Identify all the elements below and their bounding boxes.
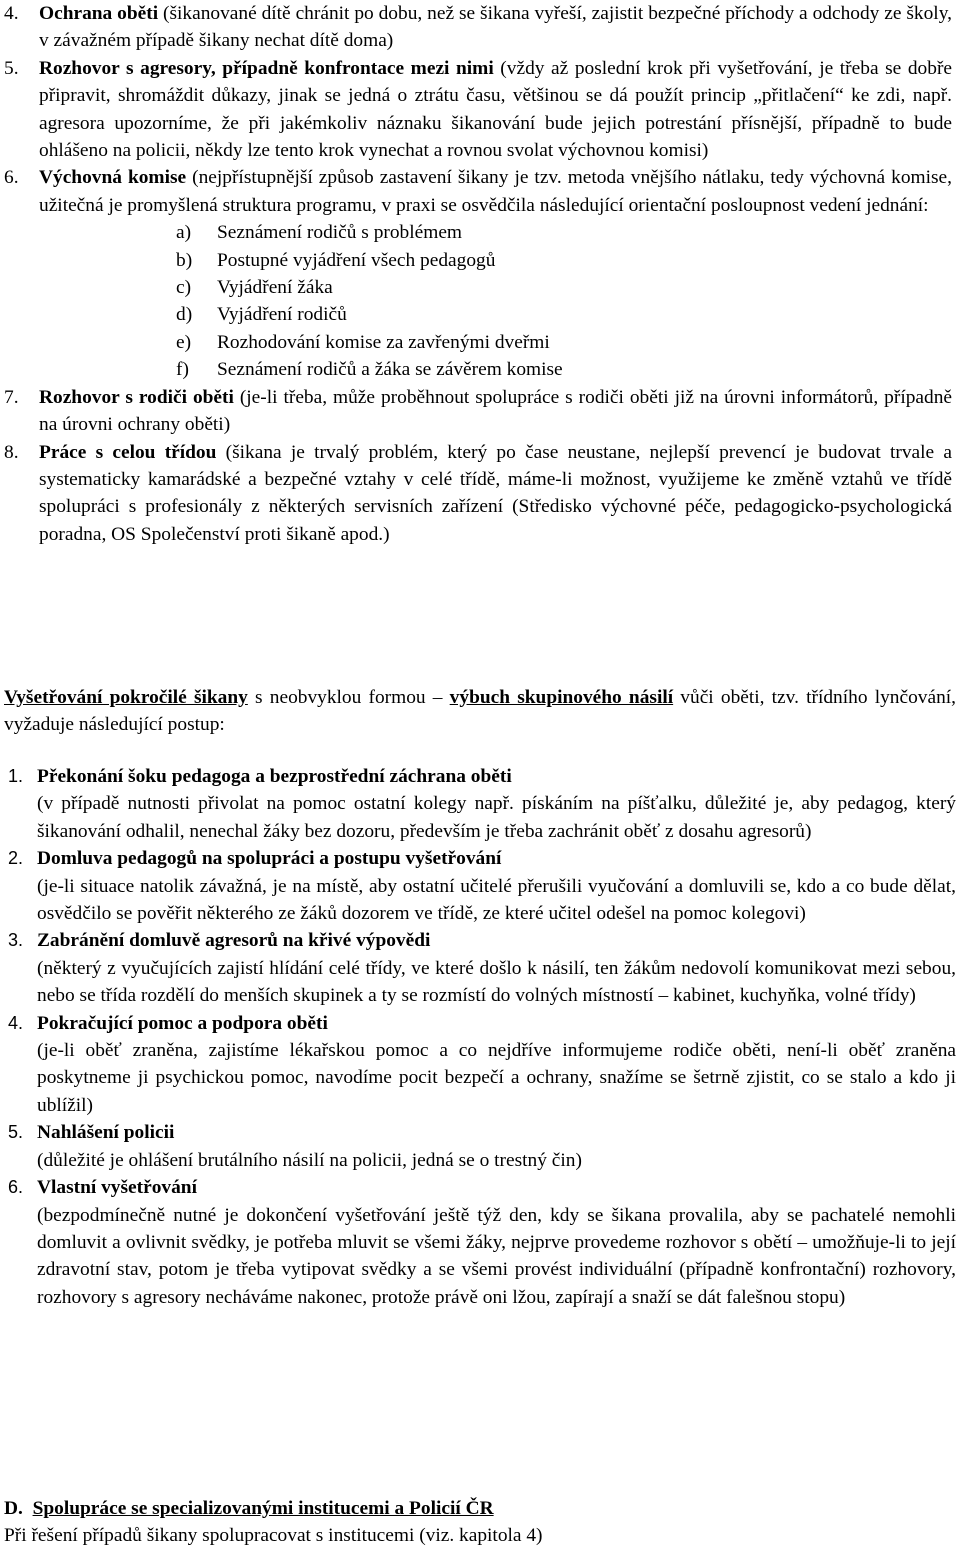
list-item	[4, 1174, 956, 1311]
step-title: Pokračující pomoc a podpora oběti	[37, 1012, 328, 1034]
step-label: c)	[176, 277, 192, 299]
step-number: 3.	[8, 930, 24, 951]
komise-step	[0, 247, 956, 274]
section-d-letter: D.	[4, 1498, 23, 1519]
item-text: (je-li třeba, může proběhnout spolupráce s rodiči oběti již na úrovni informátorů, případně na úrovni ochrany oběti)	[39, 386, 952, 436]
step-title: Zabránění domluvě agresorů na křivé výpovědi	[37, 930, 431, 952]
step-number: 1.	[8, 766, 24, 786]
step-desc: (některý z vyučujících zajistí hlídání celé třídy, ve které došlo k násilí, ten žákům nedovolí komunikovat mezi sebou, nebo se třída rozdělí do menších skupinek a ty se rozmístí do volných místností – kabinet, kuchyňka, volné třídy)	[37, 957, 956, 1007]
advanced-tail: vůči oběti, tzv. třídního lynčování, vyžaduje následující postup:	[4, 687, 957, 736]
item-text: (vždy až poslední krok při vyšetřování, je třeba se dobře připravit, shromáždit důkazy, jinak se jedná o ztrátu času, většinou se dá použít princip „přitlačení“ ke zdi, např. agresora upozorníme, že při jakémkoliv náznaku šikanování bude jejich potrestání přísnější, případně to bude ohlášeno na policii, někdy lze tento krok vynechat a rovnou svolat výchovnou komisi)	[39, 57, 953, 162]
step-desc: (v případě nutnosti přivolat na pomoc ostatní kolegy např. pískáním na píšťalku, důležité je, aby pedagog, který šikanování odhalil, nenechal žáky bez dozoru, především je třeba zachránit oběť z dosahu agresorů)	[37, 793, 956, 842]
step-desc: (je-li situace natolik závažná, je na místě, aby ostatní učitelé přerušili vyučování a domluvili se, kdo a co bude dělat, osvědčilo se pověřit některého ze žáků dozorem ve třídě, ze které učitel odešel na pomoc kolegovi)	[37, 875, 956, 925]
list-item	[4, 1119, 956, 1174]
step-label: d)	[176, 304, 193, 326]
step-text: Vyjádření žáka	[217, 277, 333, 299]
item-number: 4.	[4, 3, 19, 24]
step-desc: (bezpodmínečně nutné je dokončení vyšetřování ještě týž den, kdy se šikana provalila, aby se pachatelé nemohli domluvit a ovlivnit svědky, je potřeba mluvit se všemi žáky, nejprve provedeme rozhovor s obětí – umožňuje-li to její zdravotní stav, potom je třeba vytipovat svědky a se všemi provést individuální (případně konfrontační) rozhovory, rozhovory s agresory necháváme nakonec, protože právě oni lžou, zapírají a snaží se dát falešnou stopu)	[37, 1204, 956, 1308]
list-item	[0, 0, 952, 55]
step-title: Domluva pedagogů na spolupráci a postupu vyšetřování	[37, 848, 502, 870]
step-text: Postupné vyjádření všech pedagogů	[217, 249, 496, 271]
komise-steps	[0, 219, 956, 383]
komise-step	[0, 356, 956, 383]
list-item	[4, 1010, 956, 1120]
item-text: (šikana je trvalý problém, který po čase neustane, nejlepší prevencí je budovat trvale a systematicky kamarádské a bezpečné vztahy v celé třídě, máme-li možnost, využijeme ke změně vztahů ve třídě spolupráci s profesionály z některých servisních zařízení (Středisko výchovné péče, pedagogicko-psychologická poradna, OS Společenství proti šikaně apod.)	[39, 441, 952, 545]
section-d-heading	[4, 1495, 956, 1522]
list-item	[0, 55, 952, 165]
advanced-highlight: výbuch skupinového násilí	[449, 687, 674, 708]
komise-step	[0, 274, 956, 301]
advanced-mid: s neobvyklou formou	[247, 687, 433, 708]
step-text: Seznámení rodičů a žáka se závěrem komise	[217, 359, 563, 381]
step-text: Vyjádření rodičů	[217, 304, 347, 326]
komise-step	[0, 301, 956, 328]
komise-step	[0, 329, 956, 356]
step-label: b)	[176, 249, 193, 271]
step-title: Nahlášení policii	[37, 1122, 175, 1144]
step-desc: (důležité je ohlášení brutálního násilí na policii, jedná se o trestný čin)	[37, 1149, 582, 1171]
item-title: Práce s celou třídou	[39, 441, 217, 463]
item-number: 8.	[4, 441, 19, 463]
item-title: Výchovná komise	[39, 167, 187, 189]
steps-list	[4, 763, 956, 1311]
advanced-heading: Vyšetřování pokročilé šikany	[4, 687, 248, 708]
list-item	[4, 927, 956, 1009]
step-number: 6.	[8, 1177, 24, 1198]
step-title: Překonání šoku pedagoga a bezprostřední záchrana oběti	[37, 766, 512, 787]
step-text: Seznámení rodičů s problémem	[217, 222, 463, 244]
item-number: 7.	[4, 386, 19, 408]
list-item	[0, 384, 952, 439]
list-item	[4, 845, 956, 927]
list-item	[0, 439, 952, 549]
step-label: a)	[176, 222, 192, 244]
top-list	[4, 0, 956, 548]
item-number: 5.	[4, 57, 19, 79]
item-text: (šikanované dítě chránit po dobu, než se šikana vyřeší, zajistit bezpečné příchody a odchody ze školy, v závažném případě šikany nechat dítě doma)	[39, 3, 952, 52]
step-text: Rozhodování komise za zavřenými dveřmi	[217, 331, 550, 353]
list-item	[0, 164, 952, 219]
section-d	[4, 1495, 956, 1550]
list-item	[4, 763, 956, 845]
step-label: f)	[176, 359, 189, 381]
section-d-title: Spolupráce se specializovanými institucemi a Policií ČR	[32, 1498, 494, 1519]
item-number: 6.	[4, 167, 19, 189]
item-text: (nejpřístupnější způsob zastavení šikany je tzv. metoda vnějšího nátlaku, tedy výchovná komise, užitečná je promyšlená struktura programu, v praxi se osvědčila následující orientační posloupnost vedení jednání:	[39, 167, 953, 216]
step-number: 5.	[8, 1122, 24, 1143]
advanced-intro	[4, 684, 956, 739]
step-label: e)	[176, 331, 192, 353]
item-title: Rozhovor s agresory, případně konfrontace mezi nimi	[39, 57, 494, 79]
step-title: Vlastní vyšetřování	[37, 1177, 197, 1199]
item-title: Ochrana oběti	[39, 3, 159, 24]
komise-step	[0, 219, 956, 246]
step-desc: (je-li oběť zraněna, zajistíme lékařskou pomoc a co nejdříve informujeme rodiče oběti, není-li oběť zraněna poskytneme ji psychickou pomoc, navodíme pocit bezpečí a ochrany, snažíme se šetrně zjistit, co se stalo a kdo ji ublížil)	[37, 1040, 956, 1116]
section-d-body: Při řešení případů šikany spolupracovat s institucemi (viz. kapitola 4)	[4, 1525, 543, 1547]
advanced-dash: –	[432, 687, 443, 708]
item-title: Rozhovor s rodiči oběti	[39, 386, 234, 408]
step-number: 2.	[8, 848, 24, 869]
step-number: 4.	[8, 1012, 24, 1033]
